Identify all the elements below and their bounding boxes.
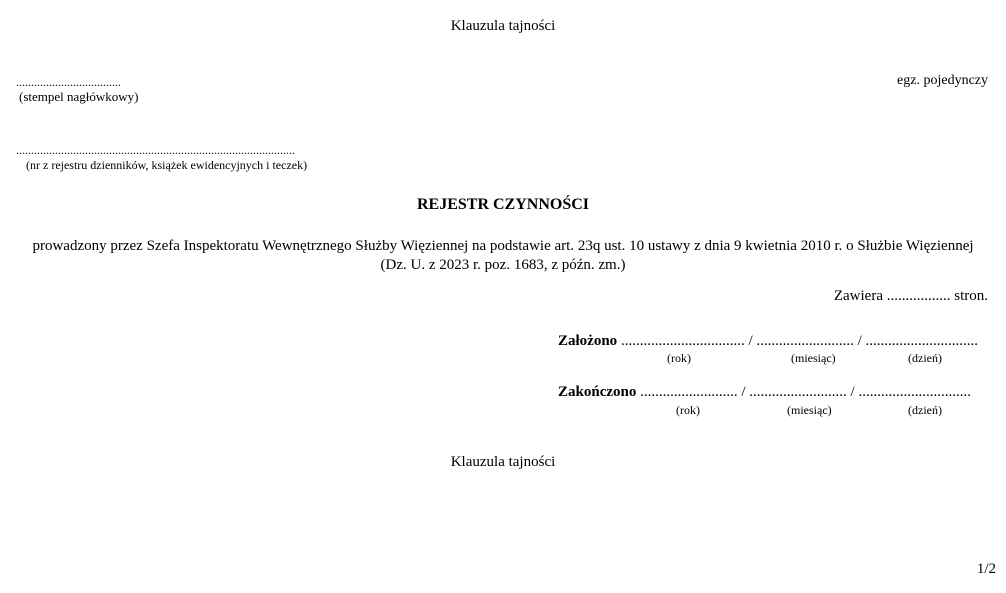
- page-count-field: [834, 288, 988, 305]
- founded-separator-2: /: [857, 333, 862, 349]
- page-count-label: Zawiera: [833, 288, 883, 304]
- closed-separator-1: /: [741, 384, 746, 400]
- classification-bottom: Klauzula tajności: [450, 454, 556, 470]
- copy-type: egz. pojedynczy: [897, 73, 988, 88]
- founded-label: Założono: [558, 333, 618, 349]
- register-label: (nr z rejestru dzienników, książek ewidencyjnych i teczek): [26, 158, 308, 172]
- stamp-label: (stempel nagłówkowy): [19, 89, 139, 104]
- closed-day-label: (dzień): [908, 403, 942, 417]
- closed-label: Zakończono: [558, 384, 637, 400]
- closed-year-dots: ..........................: [640, 384, 738, 400]
- founded-row: [558, 333, 978, 350]
- founded-year-label: (rok): [667, 351, 691, 365]
- register-dotted-line: .............................................................................................: [16, 143, 295, 157]
- closed-row: [558, 384, 971, 401]
- closed-separator-2: /: [850, 384, 855, 400]
- description-line-1: prowadzony przez Szefa Inspektoratu Wewnętrznego Służby Więziennej na podstawie art. 23q ust. 10 ustawy z dnia 9 kwietnia 2010 r. o Służbie Więziennej: [32, 238, 974, 254]
- founded-day-dots: ..............................: [865, 333, 979, 349]
- founded-day-label: (dzień): [908, 351, 942, 365]
- page-count-suffix: stron.: [954, 288, 988, 304]
- founded-separator-1: /: [748, 333, 753, 349]
- page-number: 1/2: [976, 561, 996, 577]
- founded-month-label: (miesiąc): [791, 351, 836, 365]
- closed-day-dots: ..............................: [858, 384, 971, 400]
- closed-month-label: (miesiąc): [787, 403, 832, 417]
- founded-month-dots: ..........................: [756, 333, 854, 349]
- stamp-dotted-line: ...................................: [16, 75, 121, 89]
- description-line-2: (Dz. U. z 2023 r. poz. 1683, z późn. zm.): [380, 257, 626, 273]
- classification-top: Klauzula tajności: [450, 18, 556, 34]
- page-count-dots: .................: [886, 288, 951, 304]
- closed-month-dots: ..........................: [749, 384, 847, 400]
- founded-year-dots: .................................: [620, 333, 745, 349]
- closed-year-label: (rok): [676, 403, 700, 417]
- document-title: REJESTR CZYNNOŚCI: [416, 196, 590, 213]
